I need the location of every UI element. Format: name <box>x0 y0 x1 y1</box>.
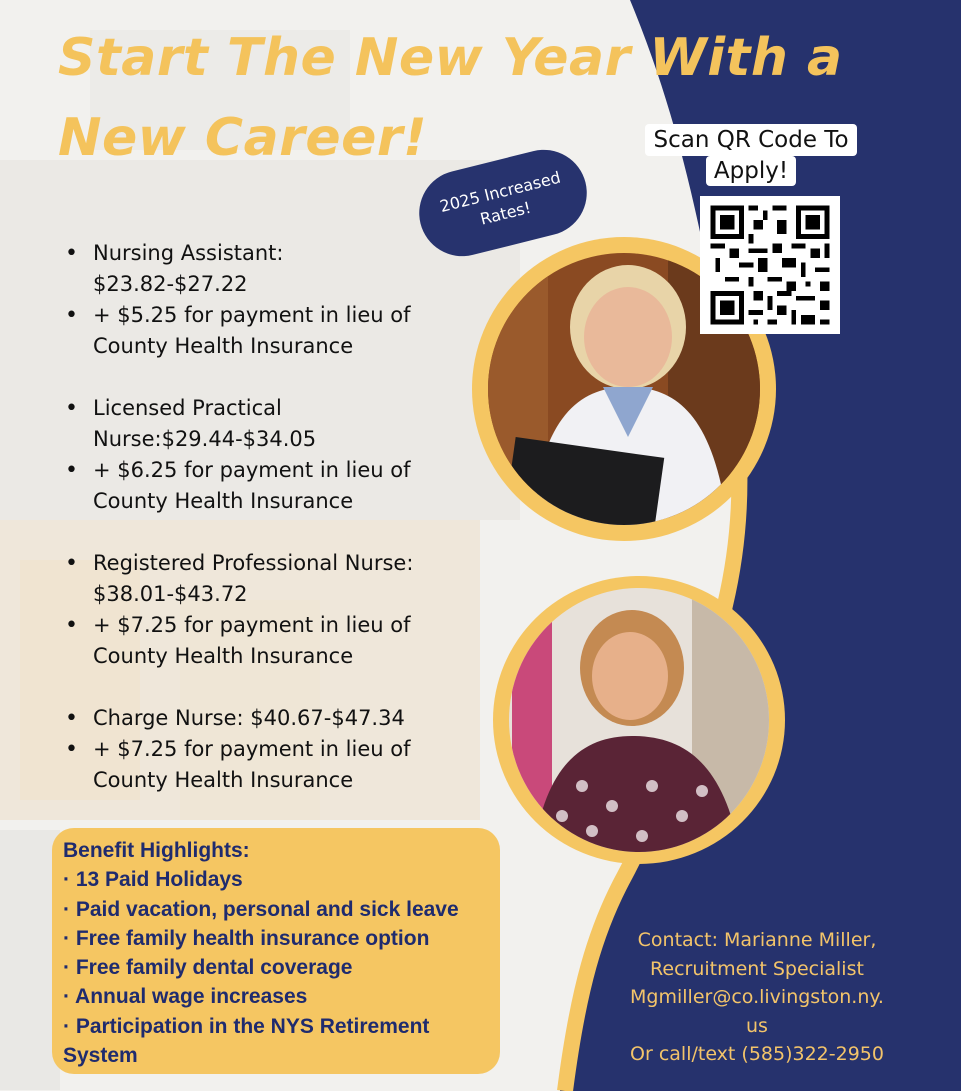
scan-qr-label <box>642 124 860 190</box>
wage-bonus: + $5.25 for payment in lieu of <box>93 303 411 327</box>
benefit-item: System <box>63 1044 138 1068</box>
list-item <box>64 393 464 455</box>
wage-bonus: + $7.25 for payment in lieu of <box>93 737 411 761</box>
wage-title: Nursing Assistant: <box>93 241 284 265</box>
list-item <box>64 610 464 672</box>
nurse-photo-2 <box>492 576 786 864</box>
wage-range: Nurse:$29.44-$34.05 <box>93 427 317 451</box>
wage-bonus-detail: County Health Insurance <box>93 768 354 792</box>
qr-code-icon[interactable] <box>700 196 840 334</box>
scan-qr-line-1: Scan QR Code To <box>645 124 856 156</box>
wage-rates-list <box>64 238 464 796</box>
benefits-heading: Benefit Highlights: <box>63 839 250 862</box>
contact-email-cont[interactable]: us <box>746 1014 768 1037</box>
wage-bonus-detail: County Health Insurance <box>93 334 354 358</box>
wage-bonus: + $6.25 for payment in lieu of <box>93 458 411 482</box>
wage-bonus-detail: County Health Insurance <box>93 644 354 668</box>
list-item <box>64 548 464 610</box>
wage-title: Charge Nurse: $40.67-$47.34 <box>93 706 405 730</box>
wage-title: Registered Professional Nurse: <box>93 551 414 575</box>
headline-line-1: Start The New Year With a <box>58 28 843 88</box>
list-item <box>64 455 464 517</box>
list-item <box>64 238 464 300</box>
scan-qr-line-2: Apply! <box>706 156 796 186</box>
benefit-item: · Annual wage increases <box>63 985 308 1009</box>
contact-info <box>600 926 914 1069</box>
wage-bonus: + $7.25 for payment in lieu of <box>93 613 411 637</box>
wage-bonus-detail: County Health Insurance <box>93 489 354 513</box>
benefit-item: · 13 Paid Holidays <box>63 868 243 892</box>
benefit-highlights-box <box>52 828 500 1074</box>
wage-range: $23.82-$27.22 <box>93 272 248 296</box>
benefit-item: · Participation in the NYS Retirement <box>63 1014 430 1038</box>
benefit-item: · Free family health insurance option <box>63 926 430 950</box>
contact-title: Recruitment Specialist <box>650 957 864 980</box>
contact-phone[interactable]: Or call/text (585)322-2950 <box>630 1043 884 1066</box>
list-item <box>64 734 464 796</box>
headline-line-2: New Career! <box>58 108 428 168</box>
list-item <box>64 300 464 362</box>
contact-name: Contact: Marianne Miller, <box>637 929 877 951</box>
wage-range: $38.01-$43.72 <box>93 582 248 606</box>
benefit-item: · Free family dental coverage <box>63 956 353 980</box>
list-item <box>64 703 464 734</box>
benefit-item: · Paid vacation, personal and sick leave <box>63 897 459 921</box>
contact-email[interactable]: Mgmiller@co.livingston.ny. <box>630 986 884 1009</box>
wage-title: Licensed Practical <box>93 396 282 420</box>
rates-badge-text: 2025 Increased Rates! <box>437 167 563 229</box>
